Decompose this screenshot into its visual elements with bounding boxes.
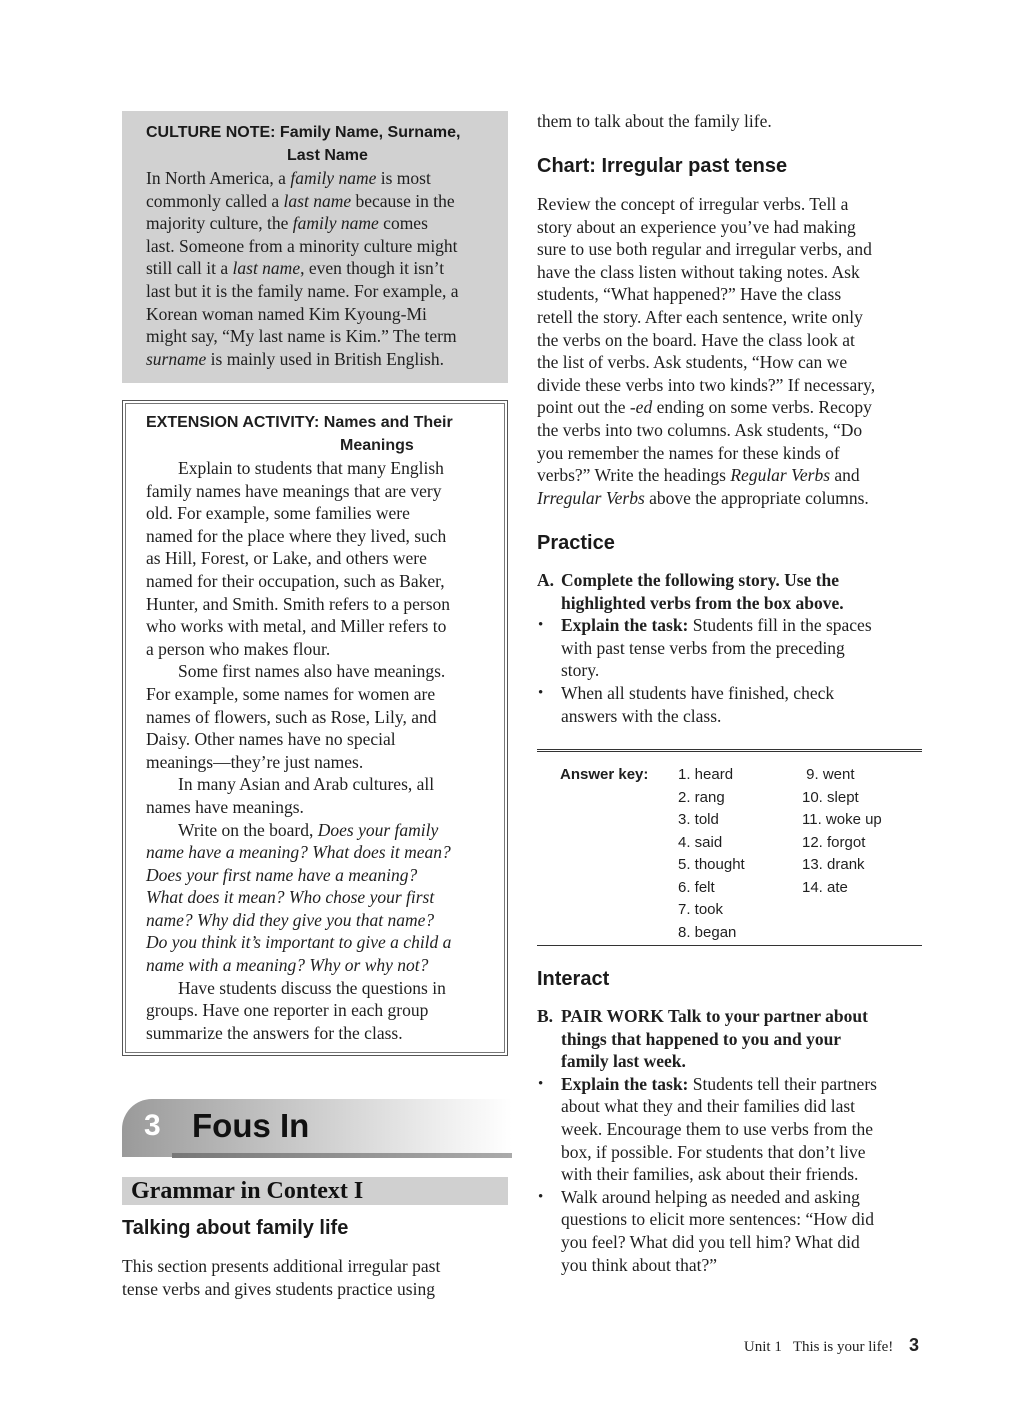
- text-line: [537, 193, 922, 216]
- text-line: [146, 570, 484, 593]
- text-line: [537, 396, 922, 419]
- text-run: story about an experience you’ve had making: [537, 216, 856, 237]
- text-line: [146, 457, 484, 480]
- text-run: story.: [561, 660, 600, 681]
- text-line: [537, 283, 922, 306]
- text-line: [561, 1231, 922, 1254]
- extension-activity-body: [146, 457, 484, 1044]
- text-line: [146, 683, 484, 706]
- answer-item: 4. said: [678, 833, 723, 851]
- answer-item: 1. heard: [678, 766, 734, 783]
- text-run: summarize the answers for the class.: [146, 1022, 403, 1043]
- text-line: [537, 351, 922, 374]
- text-line: [537, 374, 922, 397]
- section-intro-line: This section presents additional irregular past: [122, 1256, 441, 1276]
- text-run: you feel? What did you tell him? What did: [561, 1231, 860, 1252]
- text-run: Some first names also have meanings.: [178, 661, 446, 682]
- text-line: [561, 1028, 922, 1051]
- text-line: [146, 999, 484, 1022]
- text-line: [537, 306, 922, 329]
- text-line: [561, 1095, 922, 1118]
- text-line: [146, 235, 484, 258]
- list-item: [537, 682, 922, 727]
- text-run: still call it a: [146, 258, 233, 279]
- text-line: [146, 796, 484, 819]
- text-run: the list of verbs. Ask students, “How can we: [537, 352, 848, 373]
- text-line: [561, 1005, 922, 1028]
- text-run: students, “What happened?” Have the class: [537, 284, 842, 305]
- text-line: [561, 659, 922, 682]
- text-run: name have a meaning? What does it mean?: [146, 842, 451, 863]
- text-line: [146, 728, 484, 751]
- text-run: Students tell their partners: [688, 1073, 877, 1094]
- text-run: highlighted verbs from the box above.: [561, 592, 844, 613]
- text-run: family name: [290, 168, 377, 188]
- text-run: above the appropriate columns.: [644, 487, 869, 508]
- answer-item: 9. went: [802, 766, 855, 783]
- text-run: named for their occupation, such as Baker,: [146, 570, 445, 591]
- text-run: last name: [283, 190, 352, 211]
- text-run: because in the: [351, 190, 455, 211]
- answer-key-column-1: [678, 764, 745, 944]
- text-run: Irregular Verbs: [537, 487, 645, 508]
- text-run: In many Asian and Arab cultures, all: [178, 774, 435, 795]
- text-run: last but it is the family name. For example, a: [146, 280, 459, 301]
- text-run: comes: [378, 213, 428, 234]
- text-run: Hunter, and Smith. Smith refers to a person: [146, 593, 451, 614]
- extension-activity-box: [122, 400, 508, 1056]
- text-run: Have students discuss the questions in: [178, 977, 446, 998]
- text-line: [146, 751, 484, 774]
- text-run: commonly called a: [146, 190, 284, 211]
- text-line: [146, 525, 484, 548]
- text-run: groups. Have one reporter in each group: [146, 1000, 429, 1021]
- culture-note-box: [122, 111, 508, 383]
- text-line: [146, 480, 484, 503]
- talking-about-family-heading: Talking about family life: [122, 1217, 349, 1239]
- text-line: [561, 637, 922, 660]
- list-item: [537, 1073, 922, 1186]
- text-run: Review the concept of irregular verbs. Tell a: [537, 194, 849, 214]
- text-run: For example, some names for women are: [146, 683, 436, 704]
- text-line: [537, 238, 922, 261]
- text-run: What does it mean? Who chose your first: [146, 887, 435, 908]
- text-line: [146, 257, 484, 280]
- text-line: [146, 977, 484, 1000]
- culture-note-title: [146, 121, 484, 167]
- focus-banner: [122, 1099, 512, 1161]
- text-run: family last week.: [561, 1051, 686, 1072]
- text-line: [561, 1073, 922, 1096]
- text-run: point out the: [537, 397, 630, 418]
- culture-note-title-line2: Last Name: [287, 147, 368, 164]
- text-line: [561, 705, 922, 728]
- text-run: last name: [232, 258, 301, 279]
- continued-text: them to talk about the family life.: [537, 111, 772, 131]
- grammar-in-context-heading: Grammar in Context I: [122, 1177, 508, 1205]
- text-run: sure to use both regular and irregular verbs, and: [537, 239, 872, 260]
- text-run: name with a meaning? Why or why not?: [146, 955, 429, 976]
- text-run: names have meanings.: [146, 796, 304, 817]
- footer-title: This is your life!: [792, 1339, 894, 1355]
- text-line: [537, 442, 922, 465]
- text-run: When all students have finished, check: [561, 682, 835, 703]
- text-line: [146, 1022, 484, 1045]
- text-run: majority culture, the: [146, 213, 293, 234]
- text-run: Students fill in the spaces: [688, 615, 872, 636]
- text-run: meanings—they’re just names.: [146, 751, 364, 772]
- text-run: is most: [376, 168, 431, 188]
- text-line: [146, 638, 484, 661]
- step-label: B.: [537, 1006, 554, 1026]
- text-line: [146, 931, 484, 954]
- step-label: A.: [537, 570, 555, 590]
- bullet-marker: •: [538, 1075, 544, 1092]
- text-run: box, if possible. For students that don’t live: [561, 1141, 866, 1162]
- answer-item: 13. drank: [802, 856, 865, 873]
- footer-unit: Unit 1: [743, 1339, 782, 1355]
- text-line: [537, 216, 922, 239]
- text-line: [146, 773, 484, 796]
- text-line: [146, 706, 484, 729]
- text-run: is mainly used in British English.: [206, 348, 444, 369]
- text-line: [561, 569, 922, 592]
- text-run: answers with the class.: [561, 705, 722, 726]
- text-run: Does your first name have a meaning?: [146, 864, 418, 885]
- text-run: named for the place where they lived, such: [146, 525, 447, 546]
- text-run: Explain to students that many English: [178, 458, 444, 478]
- practice-list: [537, 569, 922, 727]
- text-line: [146, 547, 484, 570]
- section-intro-line: tense verbs and gives students practice using: [122, 1278, 435, 1299]
- answer-item: 6. felt: [678, 878, 715, 896]
- answer-key-column-2: [802, 764, 882, 899]
- text-line: [537, 464, 922, 487]
- text-run: questions to elicit more sentences: “How did: [561, 1209, 874, 1230]
- text-run: about what they and their families did last: [561, 1096, 856, 1117]
- focus-banner-shade: [122, 1099, 512, 1157]
- text-line: [146, 212, 484, 235]
- text-line: [561, 1118, 922, 1141]
- culture-note-body: [146, 167, 484, 370]
- answer-item: 8. began: [678, 923, 737, 941]
- text-run: and: [830, 465, 860, 486]
- text-run: Write on the board,: [178, 819, 318, 840]
- text-run: last. Someone from a minority culture might: [146, 235, 458, 256]
- text-run: divide these verbs into two kinds?” If necessary,: [537, 374, 876, 395]
- list-item: [537, 569, 922, 614]
- extension-activity-title: [146, 411, 484, 457]
- text-line: [561, 1208, 922, 1231]
- text-line: [146, 502, 484, 525]
- extension-title-line1: EXTENSION ACTIVITY: Names and Their: [146, 414, 453, 431]
- page-footer: [744, 1335, 919, 1356]
- text-line: [146, 280, 484, 303]
- text-line: [146, 190, 484, 213]
- text-run: as Hill, Forest, or Lake, and others were: [146, 548, 427, 569]
- text-run: name? Why did they give you that name?: [146, 909, 435, 930]
- text-run: week. Encourage them to use verbs from the: [561, 1118, 873, 1139]
- text-run: , even though it isn’t: [300, 258, 445, 279]
- page-number: 3: [908, 1335, 919, 1355]
- text-run: with their families, ask about their friends.: [561, 1164, 859, 1185]
- text-line: [537, 329, 922, 352]
- text-run: Walk around helping as needed and asking: [561, 1186, 860, 1207]
- list-item: [537, 1186, 922, 1276]
- text-line: [561, 1050, 922, 1073]
- text-line: [146, 593, 484, 616]
- text-line: [146, 886, 484, 909]
- text-run: Explain the task:: [561, 615, 689, 636]
- text-line: [561, 682, 922, 705]
- text-line: [146, 954, 484, 977]
- answer-item: 14. ate: [802, 878, 848, 896]
- text-line: [537, 487, 922, 510]
- chart-paragraph: [537, 193, 922, 509]
- answer-item: 10. slept: [802, 788, 859, 806]
- interact-list: [537, 1005, 922, 1276]
- text-run: who works with metal, and Miller refers to: [146, 616, 447, 637]
- text-run: family name: [292, 213, 379, 234]
- text-line: [146, 348, 484, 371]
- text-line: [561, 1254, 922, 1277]
- text-run: Explain the task:: [561, 1073, 689, 1094]
- answer-item: 3. told: [678, 811, 719, 828]
- text-run: a person who makes flour.: [146, 638, 331, 659]
- focus-title: Fous In: [192, 1107, 310, 1144]
- focus-number: 3: [144, 1109, 161, 1142]
- text-line: [146, 819, 484, 842]
- text-line: [146, 615, 484, 638]
- text-run: you remember the names for these kinds of: [537, 442, 840, 463]
- text-line: [146, 303, 484, 326]
- text-run: Regular Verbs: [730, 465, 831, 486]
- text-line: [146, 325, 484, 348]
- text-line: [537, 419, 922, 442]
- bullet-marker: •: [538, 684, 544, 701]
- text-line: [561, 1141, 922, 1164]
- text-run: surname: [146, 348, 207, 369]
- answer-item: 2. rang: [678, 788, 725, 806]
- text-run: the verbs into two columns. Ask students, “Do: [537, 419, 863, 440]
- interact-heading: Interact: [537, 968, 610, 990]
- text-line: [146, 909, 484, 932]
- text-run: Does your family: [317, 819, 439, 840]
- text-run: Do you think it’s important to give a child a: [146, 932, 452, 953]
- focus-banner-rule: [172, 1153, 512, 1158]
- text-run: with past tense verbs from the preceding: [561, 637, 845, 658]
- text-run: things that happened to you and your: [561, 1028, 842, 1049]
- text-run: the verbs on the board. Have the class look at: [537, 329, 855, 350]
- text-line: [561, 614, 922, 637]
- answer-item: 11. woke up: [802, 811, 882, 828]
- text-run: have the class listen without taking notes. Ask: [537, 261, 860, 282]
- bullet-marker: •: [538, 1188, 544, 1205]
- text-run: names of flowers, such as Rose, Lily, and: [146, 706, 437, 727]
- text-line: [146, 660, 484, 683]
- text-run: In North America, a: [146, 168, 291, 188]
- text-line: [537, 261, 922, 284]
- text-line: [146, 841, 484, 864]
- text-run: family names have meanings that are very: [146, 480, 442, 501]
- text-run: PAIR WORK Talk to your partner about: [561, 1006, 868, 1026]
- text-line: [146, 864, 484, 887]
- list-item: [537, 614, 922, 682]
- text-run: Korean woman named Kim Kyoung-Mi: [146, 303, 427, 324]
- practice-heading: Practice: [537, 532, 615, 554]
- text-run: verbs?” Write the headings: [537, 465, 731, 486]
- text-run: -ed: [629, 397, 653, 418]
- text-run: Complete the following story. Use the: [561, 570, 840, 590]
- text-run: retell the story. After each sentence, write only: [537, 306, 863, 327]
- text-run: ending on some verbs. Recopy: [652, 397, 872, 418]
- text-run: might say, “My last name is Kim.” The term: [146, 326, 457, 347]
- extension-title-line2: Meanings: [340, 437, 414, 454]
- answer-item: 5. thought: [678, 856, 745, 873]
- answer-item: 7. took: [678, 901, 724, 918]
- text-line: [561, 1163, 922, 1186]
- text-line: [561, 1186, 922, 1209]
- section-intro-paragraph: [122, 1255, 508, 1300]
- text-run: old. For example, some families were: [146, 503, 410, 524]
- text-run: you think about that?”: [561, 1254, 718, 1275]
- answer-key-box: [537, 749, 922, 946]
- text-line: [146, 167, 484, 190]
- text-run: Daisy. Other names have no special: [146, 729, 396, 750]
- culture-note-title-line1: CULTURE NOTE: Family Name, Surname,: [146, 124, 461, 141]
- bullet-marker: •: [538, 617, 544, 634]
- list-item: [537, 1005, 922, 1073]
- chart-heading: Chart: Irregular past tense: [537, 155, 788, 177]
- answer-key-label: Answer key:: [560, 766, 649, 783]
- answer-item: 12. forgot: [802, 833, 866, 851]
- text-line: [561, 592, 922, 615]
